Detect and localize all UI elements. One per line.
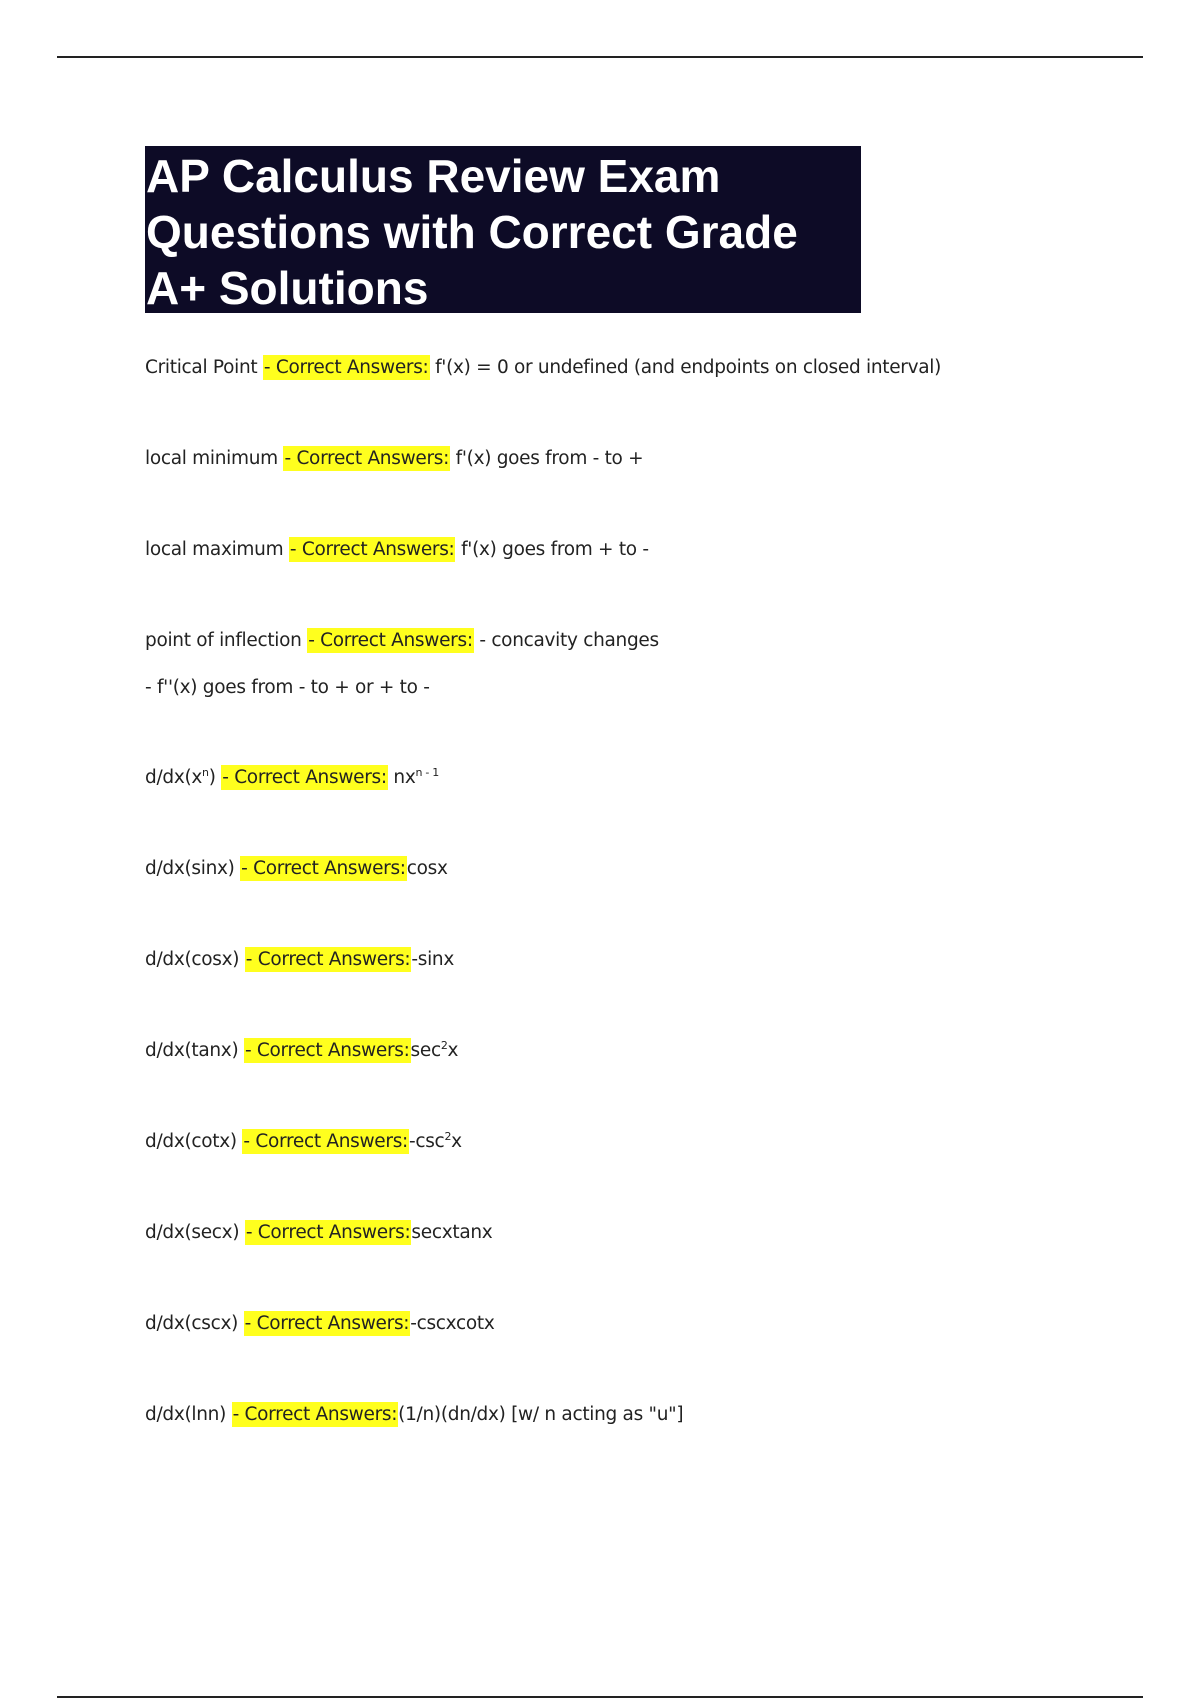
qa-entry-point-of-inflection-line2 — [145, 674, 430, 701]
entry-answer: secxtanx — [411, 1222, 493, 1243]
answer-marker: - Correct Answers: — [243, 1131, 408, 1152]
entry-term: d/dx(cscx) — [145, 1313, 239, 1334]
qa-entry-critical-point — [145, 354, 941, 381]
entry-term: d/dx(cosx) — [145, 949, 240, 970]
qa-entry-sin — [145, 855, 448, 882]
qa-entry-csc — [145, 1310, 495, 1337]
qa-entry-cos — [145, 946, 454, 973]
answer-marker: - Correct Answers: — [222, 767, 387, 788]
term-base: d/dx(x — [145, 767, 203, 788]
answer-marker: - Correct Answers: — [245, 1222, 411, 1243]
answer-marker: - Correct Answers: — [241, 858, 406, 879]
entry-answer: -cscxcotx — [410, 1313, 495, 1334]
entry-answer-line2: - f''(x) goes from - to + or + to - — [145, 677, 430, 698]
bottom-rule — [57, 1696, 1143, 1698]
entry-answer: f'(x) goes from - to + — [455, 448, 644, 469]
entry-term: d/dx(tanx) — [145, 1040, 239, 1061]
answer-marker: - Correct Answers: — [263, 357, 429, 378]
title-line-2: Questions with Correct Grade — [146, 206, 798, 258]
term-exponent: n — [202, 766, 209, 779]
title-line-1: AP Calculus Review Exam — [146, 150, 721, 202]
entry-term: Critical Point — [145, 357, 258, 378]
entry-answer — [411, 1040, 459, 1061]
entry-term: d/dx(lnn) — [145, 1404, 226, 1425]
qa-entry-sec — [145, 1219, 492, 1246]
answer-rest: x — [447, 1040, 459, 1061]
title-block — [145, 146, 861, 313]
answer-marker: - Correct Answers: — [308, 630, 473, 651]
entry-term: d/dx(secx) — [145, 1222, 240, 1243]
answer-marker: - Correct Answers: — [289, 539, 455, 560]
answer-marker: - Correct Answers: — [284, 448, 450, 469]
document-title — [146, 148, 861, 316]
answer-marker: - Correct Answers: — [245, 949, 411, 970]
answer-exponent: 2 — [444, 1130, 452, 1143]
entry-term: local minimum — [145, 448, 278, 469]
entry-answer — [409, 1131, 462, 1152]
answer-marker: - Correct Answers: — [244, 1040, 410, 1061]
entry-answer: f'(x) = 0 or undefined (and endpoints on closed interval) — [435, 357, 942, 378]
qa-entry-point-of-inflection — [145, 627, 659, 654]
answer-base: -csc — [408, 1131, 445, 1152]
entry-term: d/dx(cotx) — [145, 1131, 237, 1152]
answer-base: sec — [410, 1040, 441, 1061]
title-line-3: A+ Solutions — [146, 262, 429, 314]
answer-base: nx — [393, 767, 416, 788]
entry-answer: cosx — [406, 858, 448, 879]
entry-answer — [393, 767, 439, 788]
answer-exponent: n - 1 — [415, 766, 439, 779]
entry-term: local maximum — [145, 539, 284, 560]
answer-rest: x — [451, 1131, 462, 1152]
top-rule — [57, 56, 1143, 58]
qa-entry-local-minimum — [145, 445, 643, 472]
entry-answer: - concavity changes — [479, 630, 659, 651]
entry-term — [145, 767, 216, 788]
qa-entry-power-rule — [145, 764, 439, 791]
entry-answer: -sinx — [411, 949, 454, 970]
entry-answer: f'(x) goes from + to - — [461, 539, 649, 560]
qa-entry-cot — [145, 1128, 462, 1155]
answer-marker: - Correct Answers: — [232, 1404, 398, 1425]
qa-entry-local-maximum — [145, 536, 649, 563]
answer-exponent: 2 — [440, 1039, 448, 1052]
entry-term: point of inflection — [145, 630, 302, 651]
term-close: ) — [208, 767, 216, 788]
entry-answer: (1/n)(dn/dx) [w/ n acting as "u"] — [398, 1404, 684, 1425]
qa-entry-ln — [145, 1401, 683, 1428]
entry-term: d/dx(sinx) — [145, 858, 235, 879]
qa-entry-tan — [145, 1037, 458, 1064]
answer-marker: - Correct Answers: — [244, 1313, 410, 1334]
